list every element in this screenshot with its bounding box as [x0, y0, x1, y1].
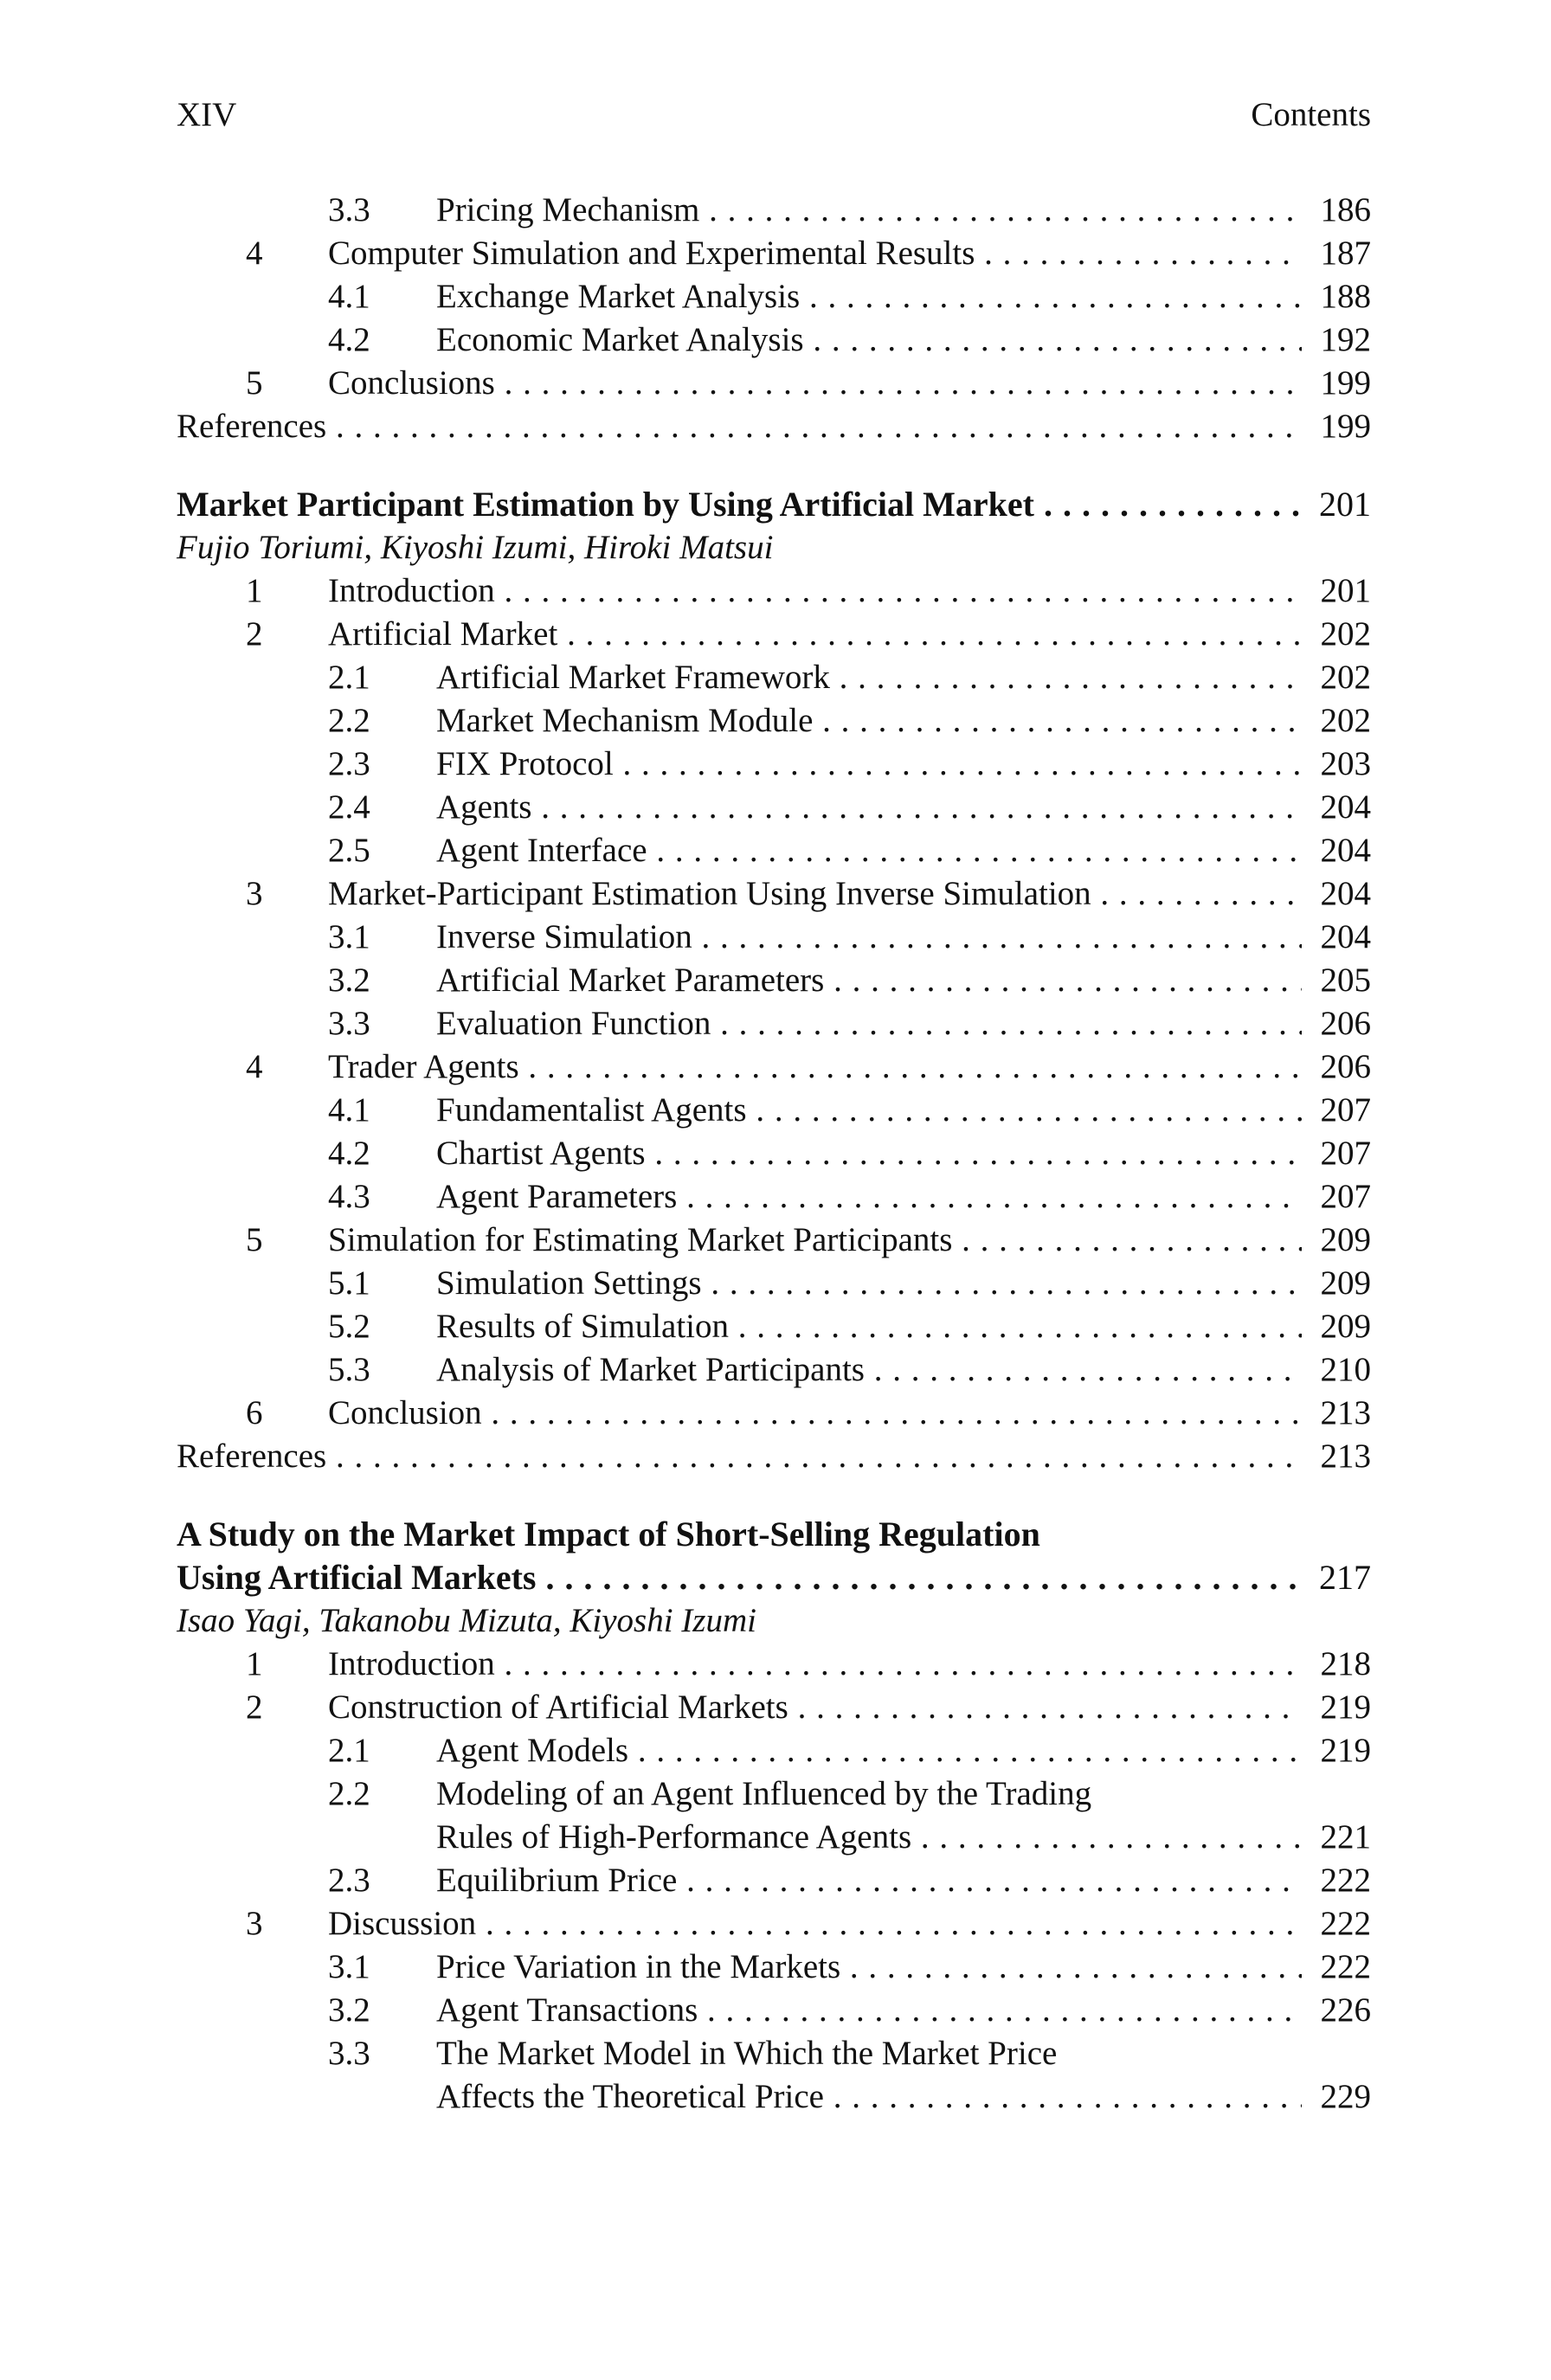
entry-page: 206: [1320, 1048, 1371, 1085]
entry-number: 4.1: [328, 278, 370, 315]
entry-page: 218: [1320, 1645, 1371, 1682]
toc-entry[interactable]: [177, 362, 1371, 405]
entry-number: 2.4: [328, 788, 370, 826]
toc-entry[interactable]: [177, 1089, 1371, 1132]
toc-entry-continued[interactable]: [177, 1816, 1371, 1859]
entry-number: 4.3: [328, 1178, 370, 1215]
entry-page: 204: [1320, 918, 1371, 955]
entry-page: 202: [1320, 615, 1371, 653]
entry-page: 213: [1320, 1438, 1371, 1475]
entry-number: 3.2: [328, 962, 370, 999]
toc-entry[interactable]: [177, 786, 1371, 829]
entry-number: 5: [246, 364, 263, 402]
toc-entry[interactable]: [177, 743, 1371, 786]
toc-entry[interactable]: [177, 1946, 1371, 1989]
toc-entry[interactable]: [177, 1002, 1371, 1045]
entry-title: Agent Parameters . . .: [436, 1175, 1302, 1219]
toc-entry[interactable]: [177, 1686, 1371, 1729]
table-of-contents: [177, 189, 1371, 2119]
entry-title: Market Mechanism Module . . .: [436, 699, 1302, 743]
toc-entry[interactable]: [177, 656, 1371, 699]
toc-entry-continued[interactable]: [177, 2075, 1371, 2119]
entry-page: 205: [1320, 962, 1371, 999]
entry-number: 4: [246, 1048, 263, 1085]
entry-number: 2.3: [328, 1862, 370, 1899]
entry-page: 219: [1320, 1732, 1371, 1769]
entry-page: 207: [1320, 1091, 1371, 1129]
entry-page: 204: [1320, 832, 1371, 869]
entry-page: 187: [1320, 235, 1371, 272]
entry-title-continued: Rules of High-Performance Agents . . .: [436, 1816, 1302, 1859]
running-head: [177, 93, 1371, 137]
entry-title: Inverse Simulation . . .: [436, 916, 1302, 959]
entry-title: Exchange Market Analysis . . .: [436, 275, 1302, 318]
entry-page: 204: [1320, 875, 1371, 912]
entry-page: 222: [1320, 1862, 1371, 1899]
spacer: [177, 448, 1371, 483]
entry-title: Economic Market Analysis . . .: [436, 318, 1302, 362]
entry-title: Agent Models . . .: [436, 1729, 1302, 1772]
entry-title: Pricing Mechanism . . .: [436, 189, 1302, 232]
toc-entry-references[interactable]: [177, 405, 1371, 448]
toc-entry[interactable]: [177, 2032, 1371, 2075]
toc-entry[interactable]: [177, 872, 1371, 916]
running-title: Contents: [1251, 96, 1371, 133]
entry-title: Simulation Settings . . .: [436, 1262, 1302, 1305]
toc-entry[interactable]: [177, 569, 1371, 613]
toc-entry[interactable]: [177, 1643, 1371, 1686]
entry-number: 2.5: [328, 832, 370, 869]
entry-number: 1: [246, 1645, 263, 1682]
entry-number: 1: [246, 572, 263, 609]
entry-title: FIX Protocol . . .: [436, 743, 1302, 786]
entry-title: Conclusion . . .: [328, 1392, 1302, 1435]
entry-number: 3.2: [328, 1991, 370, 2029]
entry-page: 207: [1320, 1178, 1371, 1215]
chapter-title-continued: Using Artificial Markets . . .: [177, 1556, 1302, 1599]
toc-entry[interactable]: [177, 699, 1371, 743]
entry-page: 201: [1320, 572, 1371, 609]
chapter-title: A Study on the Market Impact of Short-Selling Regulation: [177, 1515, 1040, 1553]
toc-entry[interactable]: [177, 1392, 1371, 1435]
entry-number: 4: [246, 235, 263, 272]
entry-page: 204: [1320, 788, 1371, 826]
entry-number: 3.3: [328, 2035, 370, 2072]
entry-number: 2.2: [328, 1775, 370, 1812]
entry-page: 221: [1320, 1818, 1371, 1856]
toc-entry[interactable]: [177, 1045, 1371, 1089]
entry-number: 2.2: [328, 702, 370, 739]
entry-title: Discussion . . .: [328, 1902, 1302, 1946]
toc-chapter-market-participant-estimation: [177, 483, 1371, 1478]
entry-page: 207: [1320, 1135, 1371, 1172]
entry-title: Trader Agents . . .: [328, 1045, 1302, 1089]
chapter-title-line-1[interactable]: [177, 1513, 1371, 1556]
entry-page: 209: [1320, 1308, 1371, 1345]
toc-entry[interactable]: [177, 1772, 1371, 1816]
entry-title: Chartist Agents . . .: [436, 1132, 1302, 1175]
toc-entry[interactable]: [177, 959, 1371, 1002]
chapter-authors: Fujio Toriumi, Kiyoshi Izumi, Hiroki Matsui: [177, 529, 774, 566]
entry-page: 222: [1320, 1948, 1371, 1985]
entry-page: 229: [1320, 2078, 1371, 2115]
entry-title: Simulation for Estimating Market Participants . . .: [328, 1219, 1302, 1262]
entry-title: Computer Simulation and Experimental Results . . .: [328, 232, 1302, 275]
toc-block-previous: [177, 189, 1371, 448]
entry-number: 5: [246, 1221, 263, 1258]
entry-title: Conclusions . . .: [328, 362, 1302, 405]
entry-title: Price Variation in the Markets . . .: [436, 1946, 1302, 1989]
entry-title: Introduction . . .: [328, 1643, 1302, 1686]
toc-entry[interactable]: [177, 232, 1371, 275]
toc-entry[interactable]: [177, 1219, 1371, 1262]
entry-title: Analysis of Market Participants . . .: [436, 1348, 1302, 1392]
entry-page: 186: [1320, 191, 1371, 228]
entry-page: 192: [1320, 321, 1371, 358]
entry-page: 206: [1320, 1005, 1371, 1042]
entry-number: 4.1: [328, 1091, 370, 1129]
entry-number: 3: [246, 875, 263, 912]
entry-number: 2.3: [328, 745, 370, 782]
toc-entry[interactable]: [177, 1348, 1371, 1392]
entry-number: 4.2: [328, 1135, 370, 1172]
entry-number: 5.1: [328, 1264, 370, 1302]
toc-entry[interactable]: [177, 613, 1371, 656]
toc-entry[interactable]: [177, 1175, 1371, 1219]
entry-number: 3.3: [328, 1005, 370, 1042]
chapter-title: Market Participant Estimation by Using Artificial Market . . .: [177, 483, 1302, 526]
entry-title: Artificial Market Framework . . .: [436, 656, 1302, 699]
entry-number: 2.1: [328, 659, 370, 696]
toc-entry[interactable]: [177, 916, 1371, 959]
entry-number: 6: [246, 1394, 263, 1431]
entry-page: 226: [1320, 1991, 1371, 2029]
page-folio: XIV: [177, 96, 237, 133]
entry-number: 2: [246, 1689, 263, 1726]
toc-entry[interactable]: [177, 1132, 1371, 1175]
entry-page: 202: [1320, 702, 1371, 739]
entry-title: Artificial Market Parameters . . .: [436, 959, 1302, 1002]
entry-title: Construction of Artificial Markets . . .: [328, 1686, 1302, 1729]
toc-entry[interactable]: [177, 1902, 1371, 1946]
entry-title: Artificial Market . . .: [328, 613, 1302, 656]
entry-number: 3: [246, 1905, 263, 1942]
toc-entry[interactable]: [177, 189, 1371, 232]
entry-title: Agent Interface . . .: [436, 829, 1302, 872]
entry-title: Equilibrium Price . . .: [436, 1859, 1302, 1902]
entry-page: 202: [1320, 659, 1371, 696]
entry-title: Introduction . . .: [328, 569, 1302, 613]
entry-page: 209: [1320, 1221, 1371, 1258]
entry-number: 3.3: [328, 191, 370, 228]
toc-entry[interactable]: [177, 1989, 1371, 2032]
toc-entry[interactable]: [177, 1729, 1371, 1772]
entry-title: Agents . . .: [436, 786, 1302, 829]
entry-page: 209: [1320, 1264, 1371, 1302]
chapter-title-line[interactable]: [177, 483, 1371, 526]
entry-title: Market-Participant Estimation Using Inverse Simulation . . .: [328, 872, 1302, 916]
entry-title: Results of Simulation . . .: [436, 1305, 1302, 1348]
toc-chapter-short-selling-regulation: [177, 1513, 1371, 2119]
chapter-page: 217: [1319, 1558, 1371, 1597]
entry-number: 3.1: [328, 918, 370, 955]
toc-entry[interactable]: [177, 1859, 1371, 1902]
entry-number: 5.2: [328, 1308, 370, 1345]
toc-entry[interactable]: [177, 275, 1371, 318]
toc-entry[interactable]: [177, 1305, 1371, 1348]
entry-title: References . . .: [177, 405, 1302, 448]
entry-number: 3.1: [328, 1948, 370, 1985]
entry-page: 199: [1320, 408, 1371, 445]
entry-number: 5.3: [328, 1351, 370, 1388]
toc-entry-references[interactable]: [177, 1435, 1371, 1478]
entry-page: 199: [1320, 364, 1371, 402]
entry-page: 219: [1320, 1689, 1371, 1726]
chapter-page: 201: [1319, 485, 1371, 524]
entry-page: 188: [1320, 278, 1371, 315]
entry-title-continued: Affects the Theoretical Price . . .: [436, 2075, 1302, 2119]
entry-number: 2.1: [328, 1732, 370, 1769]
entry-number: 4.2: [328, 321, 370, 358]
entry-number: 2: [246, 615, 263, 653]
entry-title: Modeling of an Agent Influenced by the Trading: [436, 1775, 1092, 1812]
entry-title: The Market Model in Which the Market Price: [436, 2035, 1058, 2072]
entry-page: 203: [1320, 745, 1371, 782]
entry-title: Agent Transactions . . .: [436, 1989, 1302, 2032]
entry-title: Evaluation Function . . .: [436, 1002, 1302, 1045]
entry-page: 210: [1320, 1351, 1371, 1388]
entry-page: 213: [1320, 1394, 1371, 1431]
toc-entry[interactable]: [177, 1262, 1371, 1305]
toc-entry[interactable]: [177, 829, 1371, 872]
toc-entry[interactable]: [177, 318, 1371, 362]
entry-title: References . . .: [177, 1435, 1302, 1478]
chapter-authors: Isao Yagi, Takanobu Mizuta, Kiyoshi Izumi: [177, 1602, 756, 1639]
entry-page: 222: [1320, 1905, 1371, 1942]
chapter-title-line-2[interactable]: [177, 1556, 1371, 1599]
spacer: [177, 1478, 1371, 1513]
entry-title: Fundamentalist Agents . . .: [436, 1089, 1302, 1132]
